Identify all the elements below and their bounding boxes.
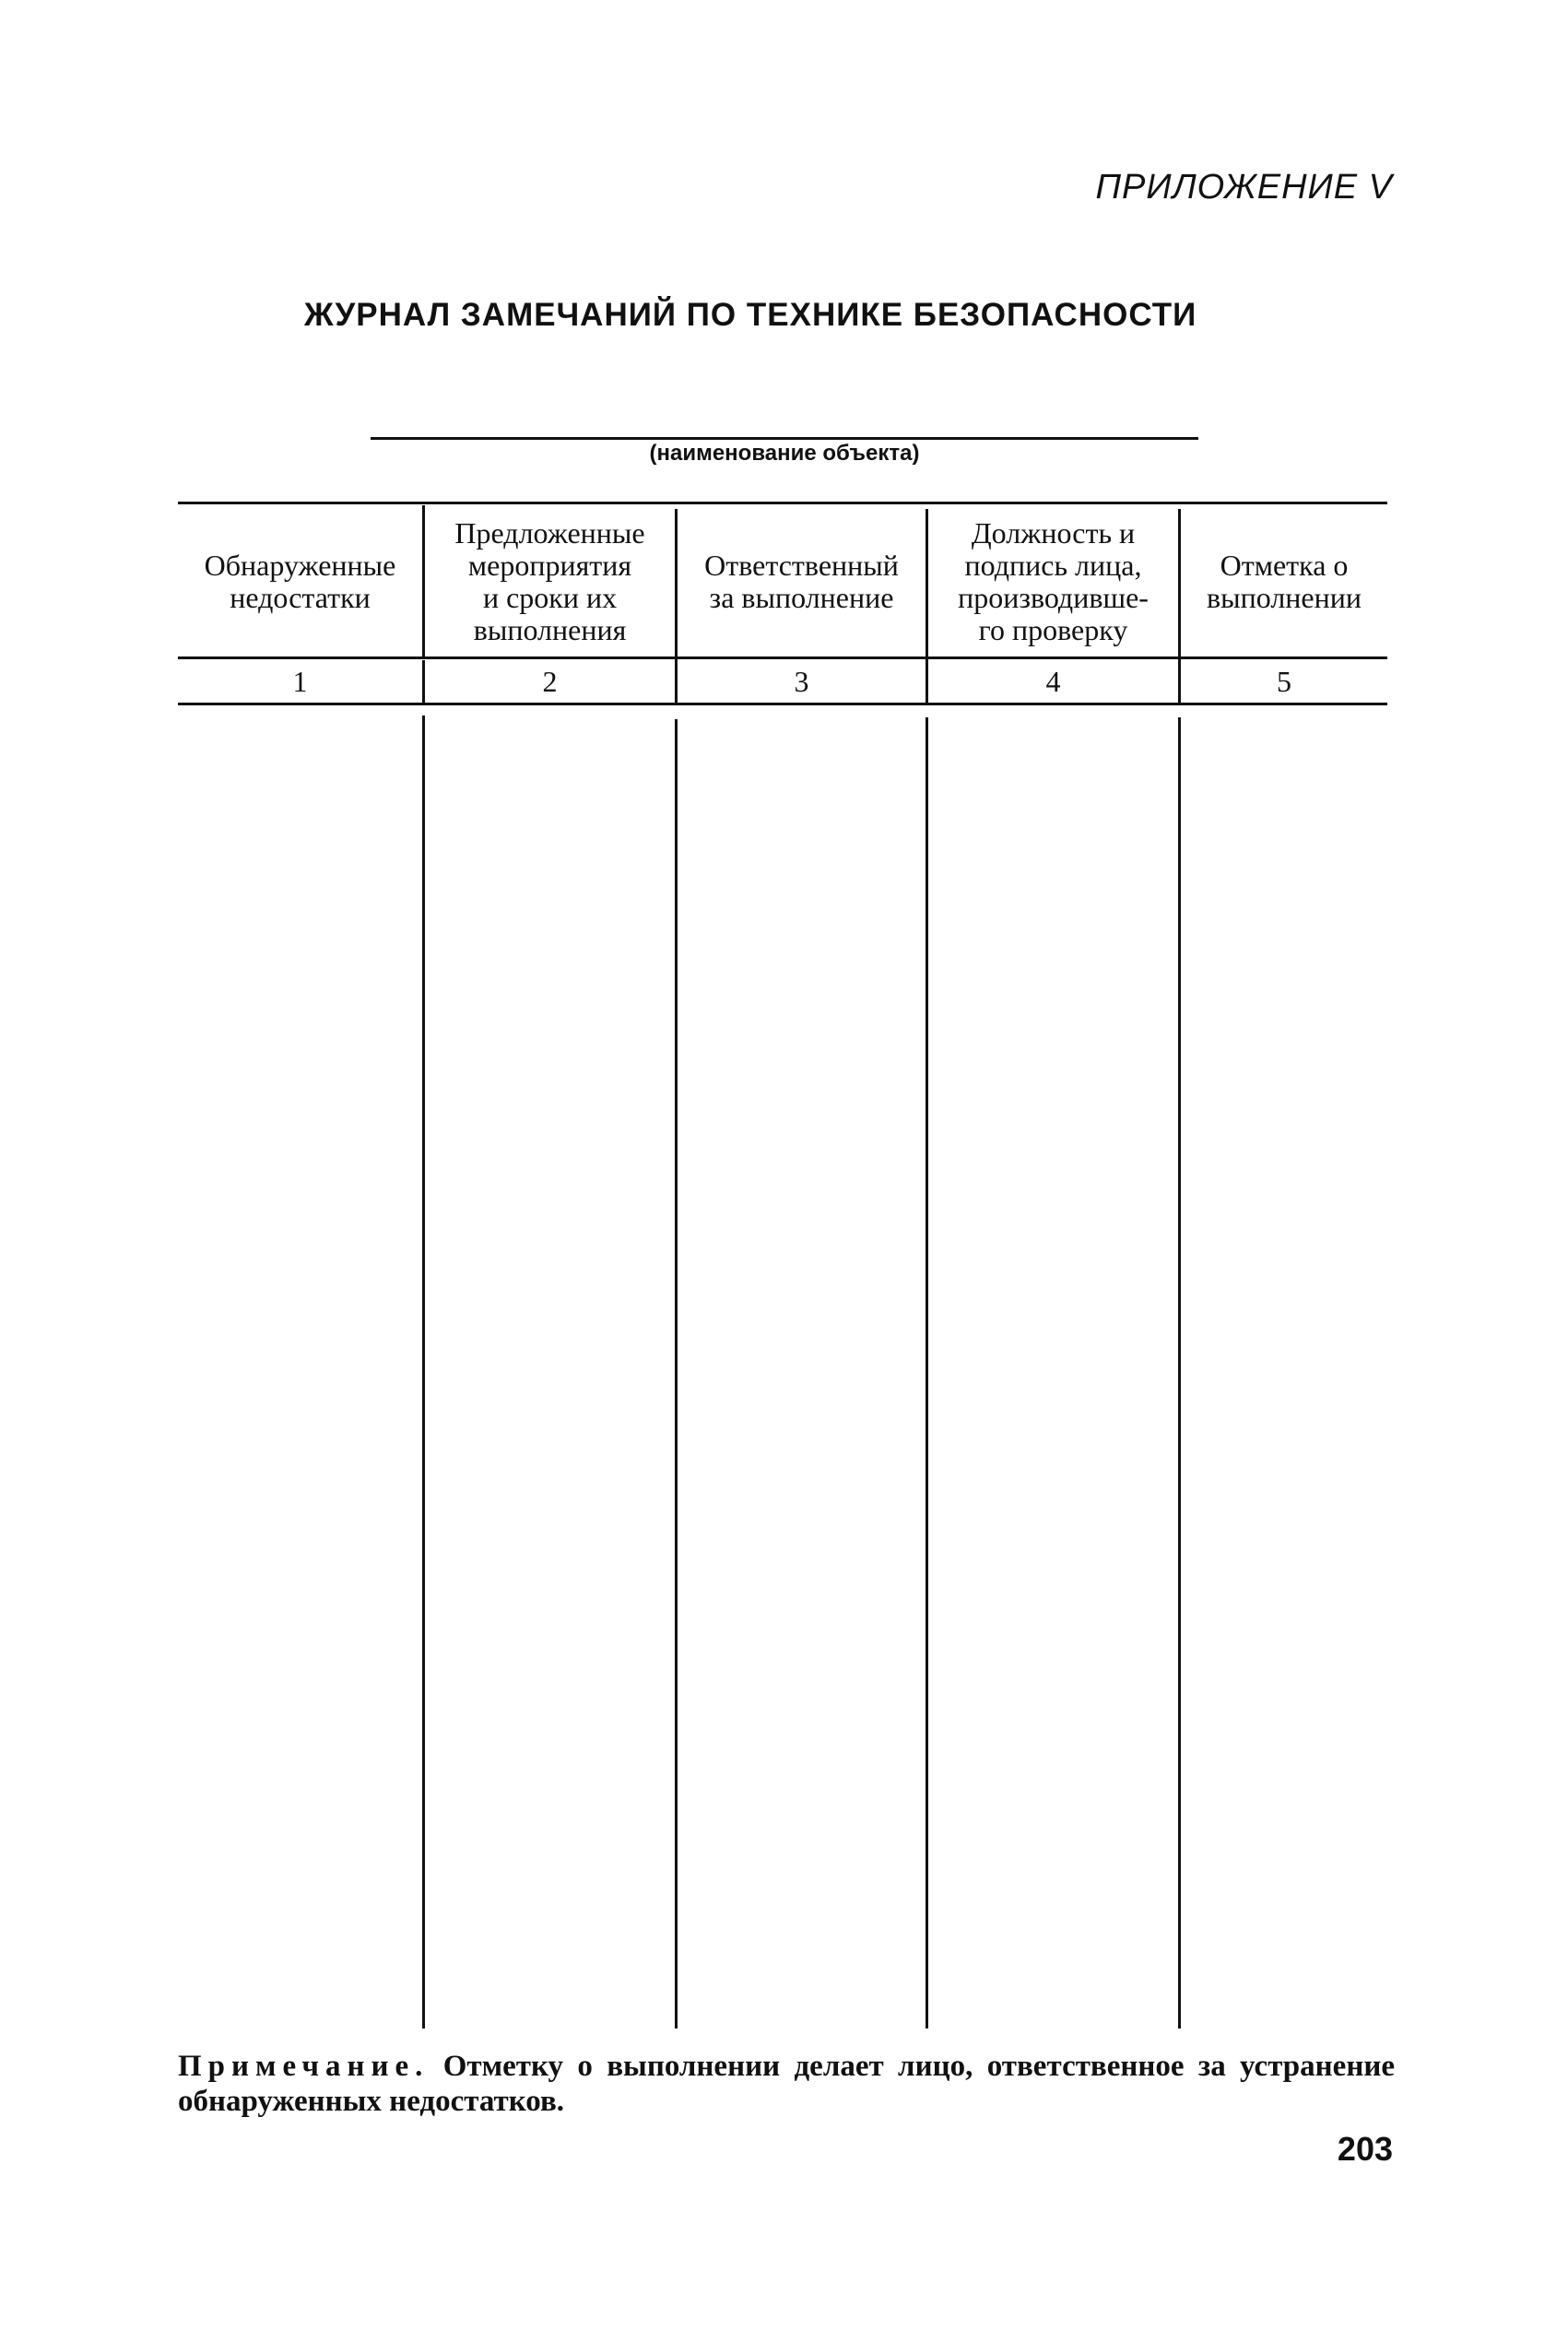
column-number: 5: [1277, 664, 1291, 698]
table-top-rule: [178, 502, 1387, 504]
appendix-label: ПРИЛОЖЕНИЕ V: [1095, 168, 1393, 207]
column-divider: [675, 719, 678, 2028]
object-name-caption: (наименование объекта): [649, 441, 920, 466]
column-divider: [422, 716, 425, 2028]
column-number: 2: [542, 664, 558, 698]
column-header: Обнаруженные недостатки: [204, 549, 396, 614]
footnote-label: Примечание.: [178, 2050, 430, 2083]
header-bottom-rule: [178, 656, 1387, 659]
object-name-line: [371, 437, 1198, 440]
column-header: Предложенные мероприятия и сроки их выполнения: [454, 516, 645, 646]
footnote-text: Отметку о выполнении делает лицо, ответственное за устранение обнаруженных недостатков.: [178, 2050, 1395, 2118]
column-number: 4: [1045, 664, 1061, 698]
column-number: 1: [292, 664, 308, 698]
column-header: Ответственный за выполнение: [704, 549, 899, 614]
column-divider: [925, 717, 928, 2028]
page-number: 203: [1337, 2130, 1393, 2168]
page-title: ЖУРНАЛ ЗАМЕЧАНИЙ ПО ТЕХНИКЕ БЕЗОПАСНОСТИ: [304, 297, 1197, 333]
column-divider: [1178, 717, 1181, 2028]
column-header: Отметка о выполнении: [1207, 549, 1362, 614]
column-header: Должность и подпись лица, производивше- го проверку: [958, 516, 1149, 646]
footnote: [178, 2049, 1395, 2119]
number-row-rule: [178, 703, 1387, 705]
column-number: 3: [794, 664, 809, 698]
